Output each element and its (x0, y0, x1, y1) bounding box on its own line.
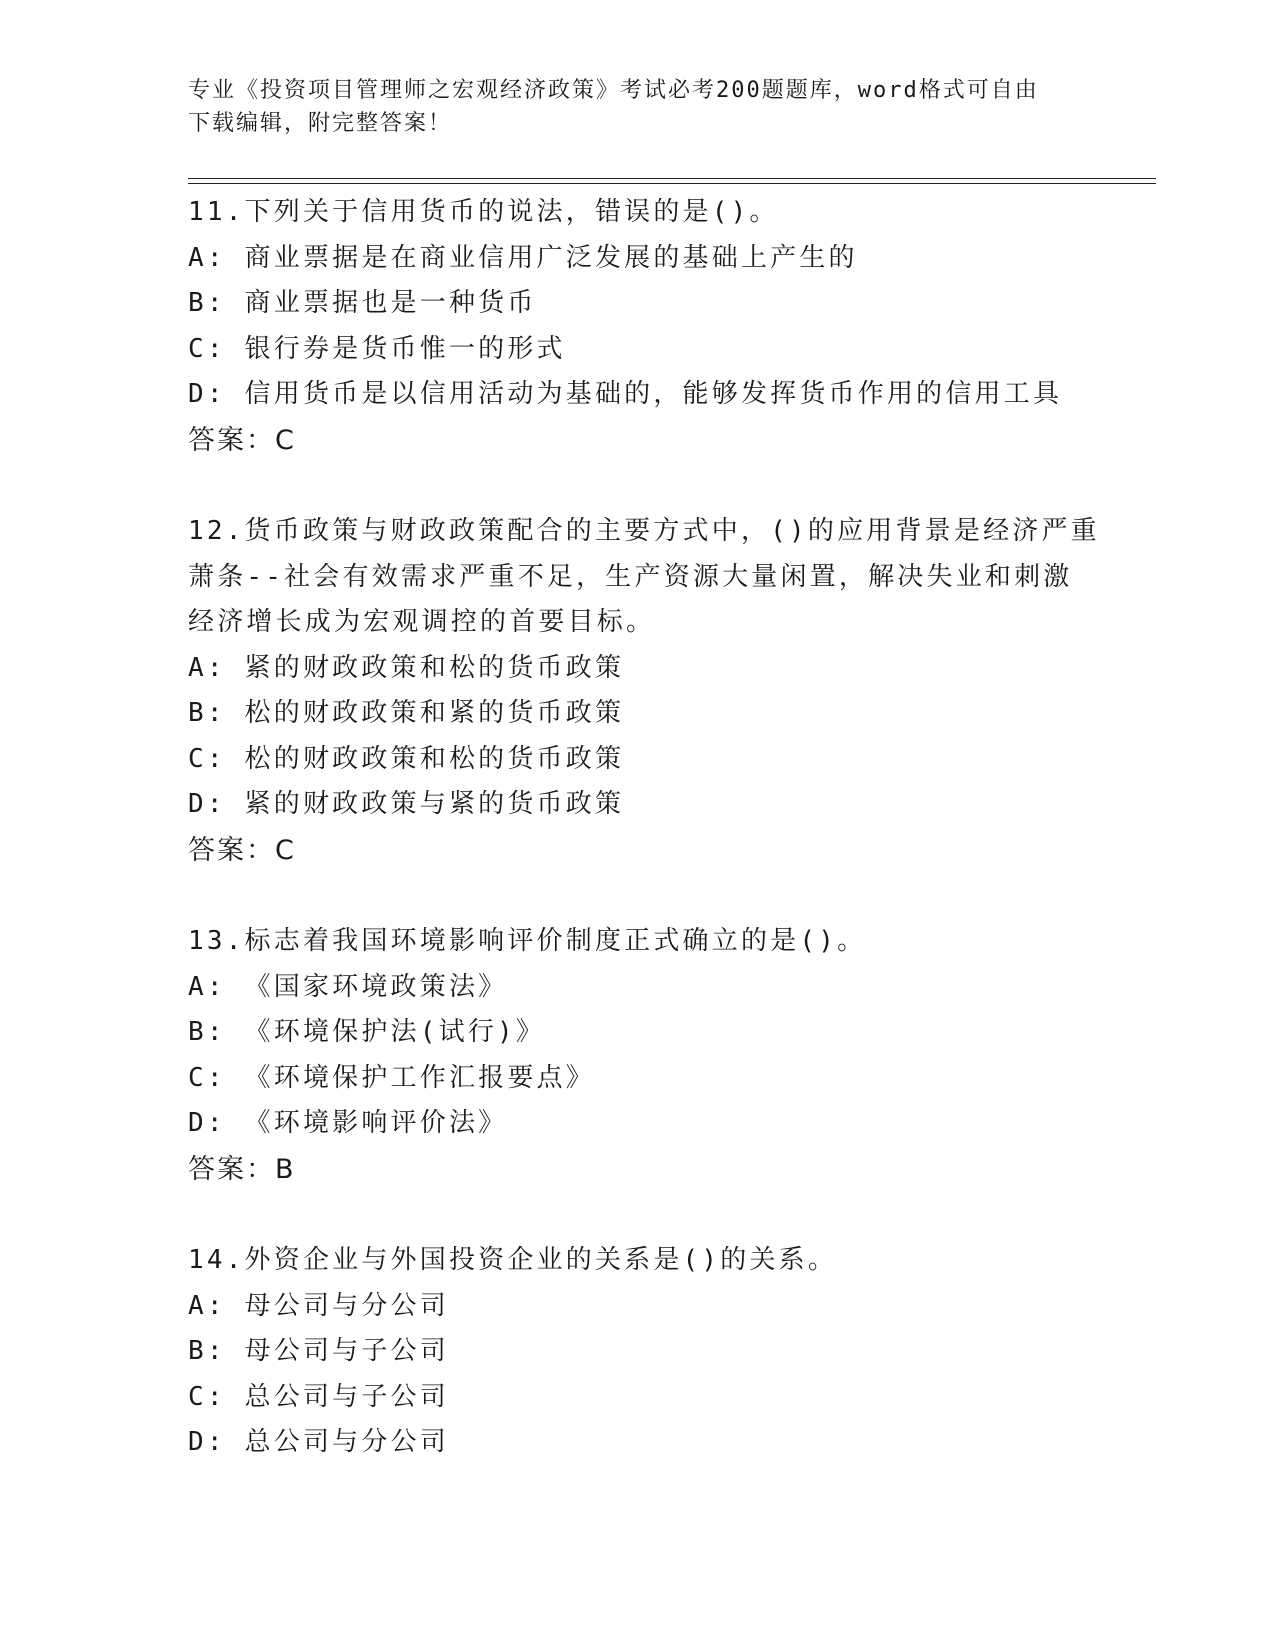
option-a: A: 紧的财政政策和松的货币政策 (188, 652, 625, 683)
header-divider-top (188, 178, 1156, 179)
option-b: B: 《环境保护法(试行)》 (188, 1017, 546, 1047)
answer-line: 答案：B (188, 1153, 296, 1185)
stem-line: 12.货币政策与财政政策配合的主要方式中，()的应用背景是经济严重 (188, 516, 1100, 546)
option-d: D: 总公司与分公司 (188, 1427, 449, 1457)
option-c: C: 松的财政政策和松的货币政策 (188, 743, 625, 774)
option-c: C: 《环境保护工作汇报要点》 (188, 1062, 595, 1093)
question-stem (188, 190, 1088, 236)
question-item (188, 1238, 1088, 1466)
answer-line: 答案：C (188, 834, 296, 866)
option-b: B: 松的财政政策和紧的货币政策 (188, 698, 625, 728)
option-a: A: 《国家环境政策法》 (188, 971, 508, 1002)
question-stem (188, 509, 1100, 646)
header-divider-bottom (188, 183, 1156, 184)
stem-line: 经济增长成为宏观调控的首要目标。 (188, 607, 656, 637)
option-a: A: 母公司与分公司 (188, 1290, 449, 1321)
option-d: D: 《环境影响评价法》 (188, 1108, 508, 1138)
header-line-2: 下载编辑，附完整答案！ (188, 111, 453, 136)
stem-line: 13.标志着我国环境影响评价制度正式确立的是()。 (188, 926, 867, 956)
option-c: C: 银行券是货币惟一的形式 (188, 333, 566, 364)
question-item (188, 190, 1088, 463)
option-d: D: 信用货币是以信用活动为基础的，能够发挥货币作用的信用工具 (188, 379, 1063, 409)
question-stem (188, 1238, 1088, 1284)
stem-line: 萧条--社会有效需求严重不足，生产资源大量闲置，解决失业和刺激 (188, 561, 1073, 592)
option-d: D: 紧的财政政策与紧的货币政策 (188, 789, 625, 819)
question-stem (188, 919, 1088, 965)
question-list (188, 190, 1100, 1512)
option-c: C: 总公司与子公司 (188, 1381, 449, 1412)
option-a: A: 商业票据是在商业信用广泛发展的基础上产生的 (188, 242, 858, 273)
stem-line: 14.外资企业与外国投资企业的关系是()的关系。 (188, 1245, 838, 1275)
question-item (188, 509, 1100, 873)
header-line-1: 专业《投资项目管理师之宏观经济政策》考试必考200题题库，word格式可自由 (188, 78, 1039, 103)
stem-line: 11.下列关于信用货币的说法，错误的是()。 (188, 197, 779, 227)
question-item (188, 919, 1088, 1192)
option-b: B: 母公司与子公司 (188, 1336, 449, 1366)
option-b: B: 商业票据也是一种货币 (188, 288, 537, 318)
document-header (188, 74, 1088, 140)
answer-line: 答案：C (188, 424, 296, 456)
